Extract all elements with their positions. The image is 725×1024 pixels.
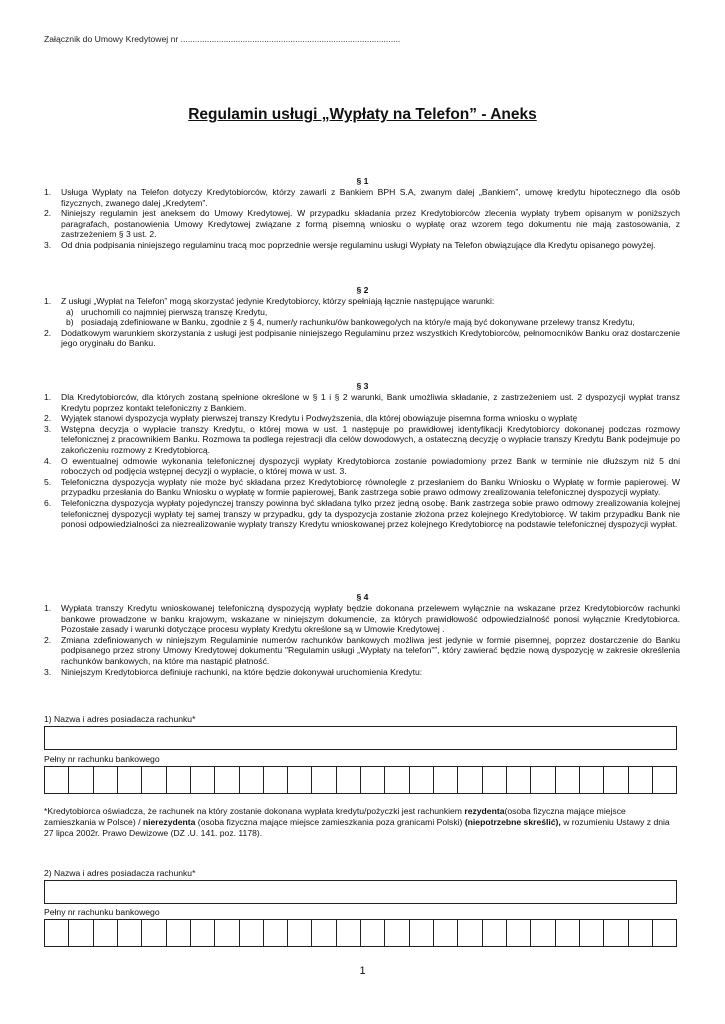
account-digit-cell[interactable] [167,920,191,946]
account-digit-cell[interactable] [337,767,361,793]
item-number: 3. [44,239,52,250]
item-number: 6. [44,497,52,508]
note-text: (osoba fizyczna mające miejsce zamieszkania poza granicami Polski) [195,817,465,827]
section-1-item [44,240,680,251]
item-text: Wypłata transzy Kredytu wnioskowanej telefoniczną dyspozycją wypłaty będzie dokonana przelewem wyłącznie na wskazane przez Kredytobiorców rachunki bankowe prowadzone w banku krajowym, wskazane w niniejszym dokumencie, za których prawidłowość odpowiedzialność ponosi wyłącznie Kredytobiorca. Pozostałe zasady i warunki dotyczące procesu wypłaty Kredytu określone są w Umowie Kredytowej . [61,603,680,635]
section-4-heading: § 4 [356,592,369,602]
item-number: 1. [44,187,52,197]
account-digit-cell[interactable] [361,920,385,946]
item-number: 4. [44,455,52,466]
account-2-holder-field[interactable] [44,880,677,904]
account-digit-cell[interactable] [434,920,458,946]
account-digit-cell[interactable] [215,767,239,793]
account-digit-cell[interactable] [410,920,434,946]
account-digit-cell[interactable] [45,767,69,793]
account-digit-cell[interactable] [604,920,628,946]
account-digit-cell[interactable] [507,920,531,946]
account-digit-cell[interactable] [483,920,507,946]
account-digit-cell[interactable] [264,920,288,946]
subitem-text: posiadają zdefiniowane w Banku, zgodnie z § 4, numer/y rachunku/ów bankowego/ych na który/e mają być dokonywane przelewy transz Kredytu, [81,317,635,328]
section-2-subitem [44,307,680,318]
section-3-item [44,477,680,498]
account-digit-cell[interactable] [118,767,142,793]
section-2-item [44,328,680,349]
account-digit-cell[interactable] [483,767,507,793]
account-digit-cell[interactable] [167,767,191,793]
section-3-item [44,413,680,424]
account-1-holder-label: 1) Nazwa i adres posiadacza rachunku* [44,714,196,724]
section-1-item [44,187,680,208]
account-digit-cell[interactable] [264,767,288,793]
section-3-item [44,392,680,413]
account-digit-cell[interactable] [604,767,628,793]
note-text: *Kredytobiorca oświadcza, że rachunek na który zostanie dokonana wypłata kredytu/pożyczki jest rachunkiem [44,806,465,816]
item-text: Dodatkowym warunkiem skorzystania z usługi jest podpisanie niniejszego Regulaminu przez wszystkich Kredytobiorców, pełnomocników Banku oraz dostarczenie jego oryginału do Banku. [61,327,680,349]
account-digit-cell[interactable] [507,767,531,793]
section-2-subitem [44,317,680,328]
contract-number-blank: ............................................................................................ [180,34,401,44]
item-text: Telefoniczna dyspozycja wypłaty pojedynczej transzy powinna być składana tylko przez jedną osobę. Bank zastrzega sobie prawo odmowy zrealizowania kolejnej telefonicznej dyspozycji wypłaty tej samej transzy w przypadku, gdy ta dyspozycja zostanie złożona przez kolejnego Kredytobiorcę. W takim przypadku Bank nie ponosi odpowiedzialności za niezrealizowanie wypłaty transzy Kredytu wnioskowanej przez kolejnego Kredytobiorcę na podstawie telefonicznej dyspozycji wypłat. [61,497,680,530]
account-digit-cell[interactable] [69,767,93,793]
strike-instruction: (niepotrzebne skreślić), [464,817,561,827]
account-digit-cell[interactable] [629,767,653,793]
account-digit-cell[interactable] [142,767,166,793]
section-4-item [44,635,680,667]
nonresident-option: nierezydenta [142,817,196,827]
account-digit-cell[interactable] [653,920,676,946]
section-2-item [44,296,680,307]
section-1-heading: § 1 [356,176,369,186]
account-digit-cell[interactable] [385,767,409,793]
item-text: Niniejszym Kredytobiorca definiuje rachunki, na które będzie dokonywał uruchomienia Kredytu: [61,666,423,677]
account-digit-cell[interactable] [118,920,142,946]
account-digit-cell[interactable] [531,767,555,793]
account-1-number-label: Pełny nr rachunku bankowego [44,754,160,764]
section-4-item [44,603,680,635]
item-text: Wstępna decyzja o wypłacie transzy Kredytu, o której mowa w ust. 1 następuje po prawidłowej identyfikacji Kredytobiorcy dokonanej podczas rozmowy telefonicznej z pracownikiem Banku. Rozmowa ta podlega rejestracji dla celów dowodowych, a ostateczną decyzję o wypłacie transzy Kredytu Bank podejmuje po zakończeniu rozmowy z Kredytobiorcą. [61,423,680,455]
account-digit-cell[interactable] [191,920,215,946]
item-text: Z usługi „Wypłat na Telefon” mogą skorzystać jedynie Kredytobiorcy, którzy spełniają łącznie następujące warunki: [61,296,495,306]
account-digit-cell[interactable] [69,920,93,946]
account-digit-cell[interactable] [458,920,482,946]
residency-statement [44,806,680,839]
section-2-heading: § 2 [356,285,369,295]
item-text: Zmiana zdefiniowanych w niniejszym Regulaminie numerów rachunków bankowych możliwa jest jedynie w formie pisemnej, poprzez dostarczenie do Banku podpisanego przez strony Umowy Kredytowej dokumentu "Regulamin usługi „Wypłaty na telefon””, który zawierać będzie nową dyspozycję w zakresie określenia rachunków bankowych, na które ma nastąpić płatność. [61,634,680,666]
account-digit-cell[interactable] [215,920,239,946]
item-number: 1. [44,296,52,306]
account-digit-cell[interactable] [337,920,361,946]
section-2-body [44,296,680,349]
section-1-body [44,187,680,251]
annex-header-text: Załącznik do Umowy Kredytowej nr [44,34,181,44]
item-number: 1. [44,392,52,402]
item-text: Usługa Wypłaty na Telefon dotyczy Kredytobiorców, którzy zawarli z Bankiem BPH S.A, zwanym dalej „Bankiem”, umowę kredytu hipotecznego dla osób fizycznych, zwanego dalej „Kredytem”. [61,187,680,208]
section-3-body [44,392,680,530]
item-number: 3. [44,423,52,434]
account-digit-cell[interactable] [385,920,409,946]
account-digit-cell[interactable] [629,920,653,946]
account-2-holder-label: 2) Nazwa i adres posiadacza rachunku* [44,868,196,878]
section-1-item [44,208,680,240]
item-text: O ewentualnej odmowie wykonania telefonicznej dyspozycji wypłaty Kredytobiorca zostanie powiadomiony przez Bank w terminie nie dłuższym niż 5 dni roboczych od podjęcia wstępnej decyzji o wypłacie, o której mowa w ust. 3. [61,455,680,477]
section-3-item [44,424,680,456]
account-digit-cell[interactable] [556,767,580,793]
item-number: 2. [44,413,52,424]
section-4-body [44,603,680,677]
account-digit-cell[interactable] [288,920,312,946]
item-text: Niniejszy regulamin jest aneksem do Umowy Kredytowej. W przypadku składania przez Kredytobiorców zlecenia wypłaty trybem opisanym w poniższych paragrafach, postanowienia Umowy Kredytowej związane z formą pisemną wniosku o wypłatę oraz wzorem tego dokumentu nie mają zastosowania, z zastrzeżeniem § 3 ust. 2. [61,208,680,240]
section-4-item [44,667,680,678]
account-digit-cell[interactable] [94,767,118,793]
note-text: w rozumieniu Ustawy z dnia 27 lipca 2002r. Prawo Dewizowe (DZ .U. 141. poz. 1178). [44,817,670,838]
account-digit-cell[interactable] [556,920,580,946]
section-3-item [44,456,680,477]
account-digit-cell[interactable] [361,767,385,793]
account-digit-cell[interactable] [240,920,264,946]
account-digit-cell[interactable] [288,767,312,793]
note-text: (osoba fizyczna mające miejsce zamieszkania w Polsce) / [44,806,626,827]
account-1-number-field[interactable] [44,766,677,794]
item-number: 2. [44,208,52,219]
item-text: Wyjątek stanowi dyspozycja wypłaty pierwszej transzy Kredytu i Podwyższenia, dla której obowiązuje pisemna forma wniosku o wypłatę [61,413,578,424]
account-digit-cell[interactable] [191,767,215,793]
item-number: 3. [44,666,52,677]
resident-option: rezydenta [464,806,505,816]
account-digit-cell[interactable] [410,767,434,793]
item-text: Dla Kredytobiorców, dla których zostaną spełnione określone w § 1 i § 2 warunki, Bank umożliwia składanie, z zastrzeżeniem ust. 2 dyspozycji wypłat transz Kredytu poprzez kontakt telefoniczny z Bankiem. [61,392,680,413]
item-text: Od dnia podpisania niniejszego regulaminu tracą moc poprzednie wersje regulaminu usługi Wypłaty na Telefon obwiązujące dla Kredytu opisanego powyżej. [61,239,656,250]
account-digit-cell[interactable] [531,920,555,946]
account-1-holder-field[interactable] [44,726,677,750]
page-number: 1 [359,965,366,977]
document-title: Regulamin usługi „Wypłaty na Telefon” - Aneks [188,106,537,123]
item-text: Telefoniczna dyspozycja wypłaty nie może być składana przez Kredytobiorcę równolegle z przesłaniem do Banku Wniosku o Wypłatę w formie papierowej. W przypadku przesłania do Banku Wniosku o wypłatę w formie papierowej, Bank zastrzega sobie prawo odmowy zrealizowania telefonicznej dyspozycji wypłaty. [61,476,680,498]
subitem-letter: b) [66,317,74,328]
account-digit-cell[interactable] [312,920,336,946]
section-3-heading: § 3 [356,381,369,391]
account-digit-cell[interactable] [142,920,166,946]
account-2-number-field[interactable] [44,919,677,947]
section-3-item [44,498,680,530]
account-digit-cell[interactable] [94,920,118,946]
subitem-letter: a) [66,306,74,317]
account-digit-cell[interactable] [580,767,604,793]
account-digit-cell[interactable] [458,767,482,793]
account-digit-cell[interactable] [434,767,458,793]
subitem-text: uruchomili co najmniej pierwszą transzę Kredytu, [81,306,268,317]
item-number: 1. [44,603,52,613]
item-number: 2. [44,327,52,338]
account-digit-cell[interactable] [240,767,264,793]
account-digit-cell[interactable] [45,920,69,946]
account-digit-cell[interactable] [580,920,604,946]
account-digit-cell[interactable] [312,767,336,793]
item-number: 5. [44,476,52,487]
account-2-number-label: Pełny nr rachunku bankowego [44,907,160,917]
annex-header [44,34,400,44]
item-number: 2. [44,634,52,645]
account-digit-cell[interactable] [653,767,676,793]
